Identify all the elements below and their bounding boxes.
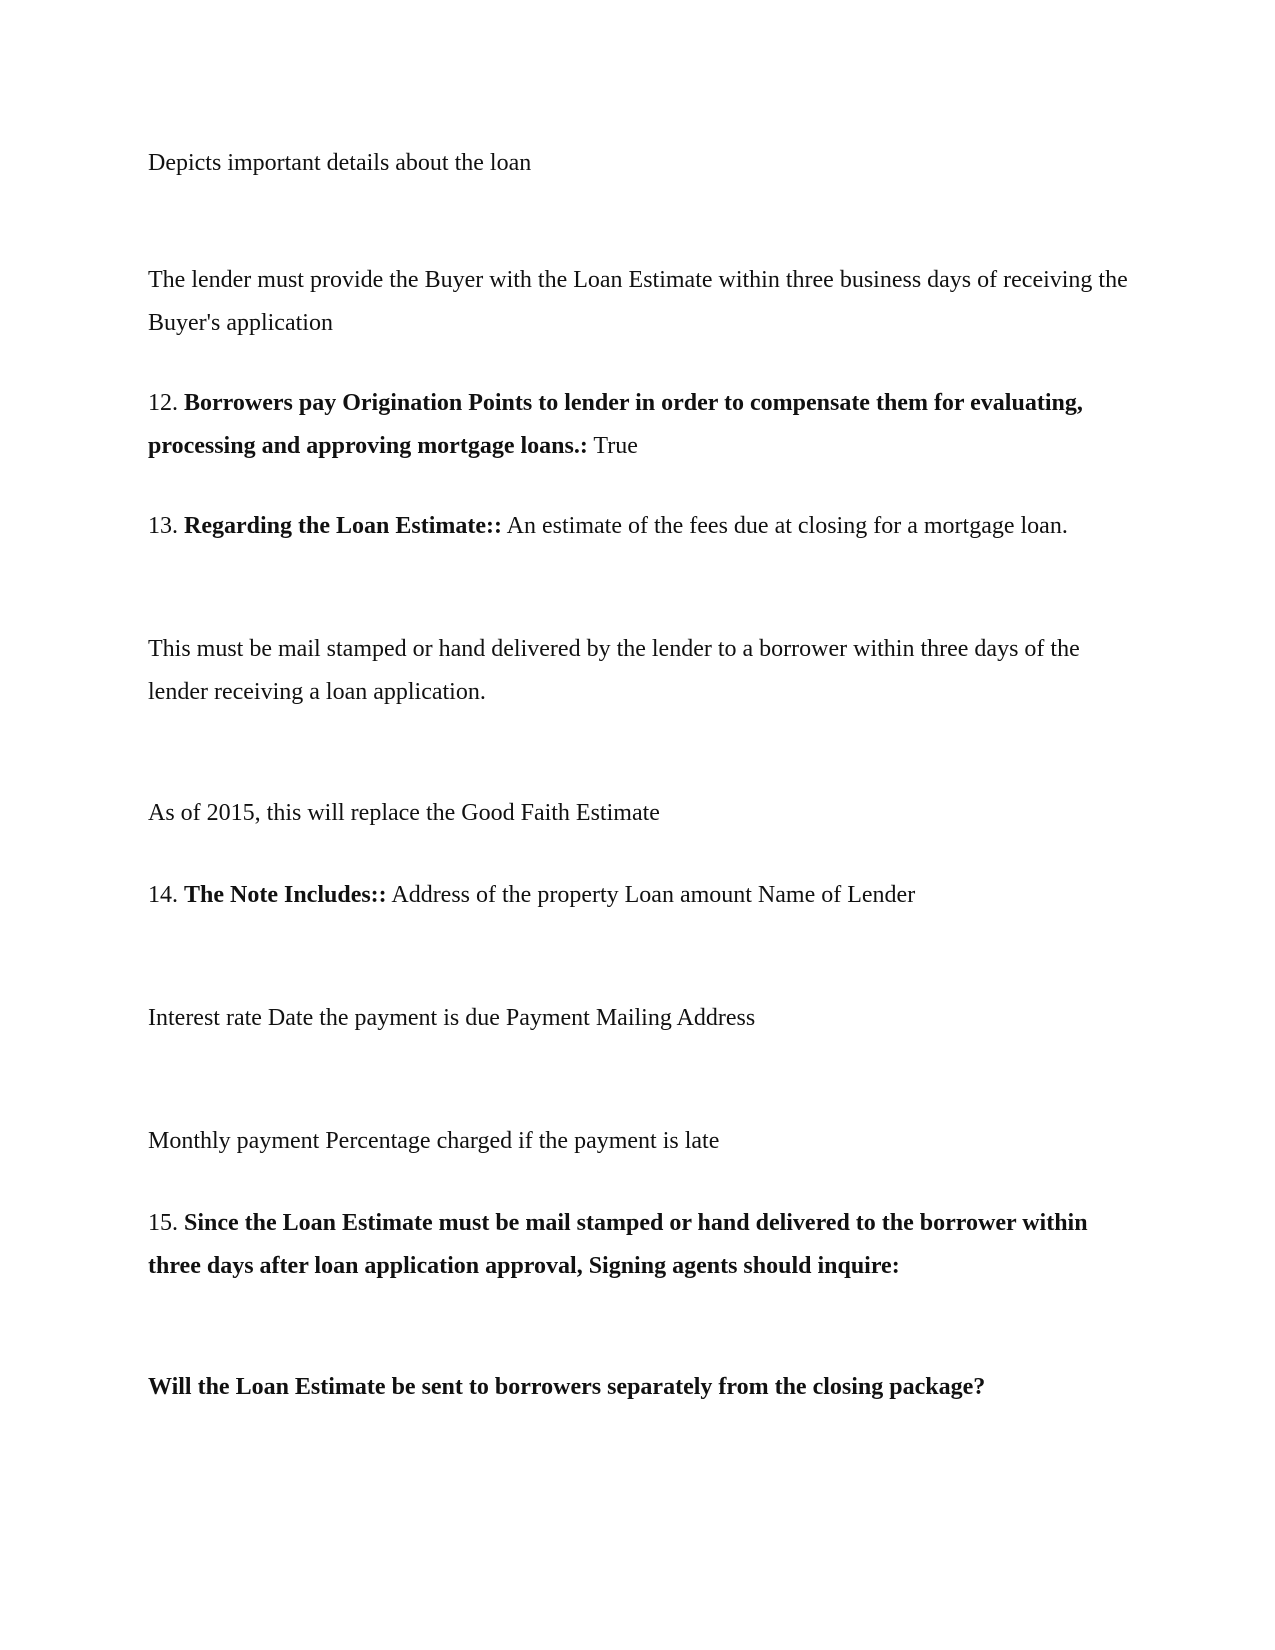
question-text: Regarding the Loan Estimate::	[184, 513, 502, 539]
paragraph-text: This must be mail stamped or hand delivered by the lender to a borrower within three days of the lender receiving a loan application.	[148, 636, 1080, 705]
answer-text: True	[593, 433, 638, 459]
question-text: The Note Includes::	[184, 882, 387, 908]
answer-text: Address of the property Loan amount Name of Lender	[391, 882, 916, 908]
paragraph-text: Will the Loan Estimate be sent to borrowers separately from the closing package?	[148, 1374, 986, 1400]
paragraph-interest-rate	[148, 997, 1128, 1040]
paragraph-loan-details	[148, 142, 1128, 185]
question-number: 12.	[148, 390, 178, 416]
paragraph-text: The lender must provide the Buyer with the Loan Estimate within three business days of receiving the Buyer's application	[148, 267, 1128, 336]
paragraph-text: Depicts important details about the loan	[148, 150, 532, 176]
question-15	[148, 1202, 1128, 1288]
paragraph-loan-estimate-timing	[148, 259, 1128, 345]
question-text: Borrowers pay Origination Points to lender in order to compensate them for evaluating, processing and approving mortgage loans.:	[148, 390, 1083, 459]
paragraph-mail-stamped	[148, 628, 1128, 714]
question-13	[148, 505, 1128, 548]
answer-text: An estimate of the fees due at closing for a mortgage loan.	[506, 513, 1068, 539]
question-number: 15.	[148, 1210, 178, 1236]
question-14	[148, 874, 1128, 917]
paragraph-text: Interest rate Date the payment is due Payment Mailing Address	[148, 1005, 756, 1031]
paragraph-monthly-payment	[148, 1120, 1128, 1163]
paragraph-text: Monthly payment Percentage charged if the payment is late	[148, 1128, 720, 1154]
paragraph-good-faith	[148, 792, 1128, 835]
question-number: 13.	[148, 513, 178, 539]
question-number: 14.	[148, 882, 178, 908]
question-12	[148, 382, 1128, 468]
paragraph-closing-package-question	[148, 1366, 1128, 1409]
paragraph-text: As of 2015, this will replace the Good Faith Estimate	[148, 800, 660, 826]
question-text: Since the Loan Estimate must be mail stamped or hand delivered to the borrower within three days after loan application approval, Signing agents should inquire:	[148, 1210, 1088, 1279]
